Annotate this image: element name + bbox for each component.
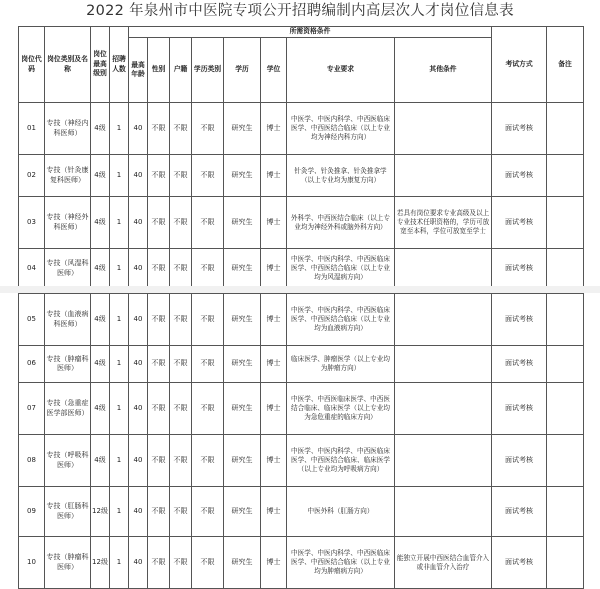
header-other: 其他条件	[395, 38, 492, 103]
row-code: 01	[19, 103, 45, 155]
row-count: 1	[110, 435, 129, 487]
row-edu: 研究生	[224, 383, 261, 435]
row-gender: 不限	[148, 487, 170, 537]
row-level: 12级	[91, 487, 110, 537]
header-major: 专业要求	[287, 38, 395, 103]
header-note: 备注	[547, 27, 584, 103]
row-level: 4级	[91, 435, 110, 487]
row-level: 4级	[91, 197, 110, 249]
row-code: 02	[19, 155, 45, 197]
row-age: 40	[129, 435, 148, 487]
row-code: 08	[19, 435, 45, 487]
row-degree: 博士	[261, 346, 287, 383]
row-count: 1	[110, 487, 129, 537]
row-edu: 研究生	[224, 103, 261, 155]
row-other	[395, 383, 492, 435]
row-edu: 研究生	[224, 197, 261, 249]
row-category: 专技（风湿科医师）	[45, 249, 91, 289]
row-edu-type: 不限	[192, 537, 224, 589]
header-category: 岗位类别及名称	[45, 27, 91, 103]
row-code: 07	[19, 383, 45, 435]
row-count: 1	[110, 249, 129, 289]
row-gender: 不限	[148, 537, 170, 589]
row-age: 40	[129, 383, 148, 435]
table-row	[19, 537, 584, 589]
table-row	[19, 487, 584, 537]
row-major: 中医学、中医内科学、中西医临床医学、中西医结合临床（以上专业均为风湿病方向）	[287, 249, 395, 289]
row-edu-type: 不限	[192, 249, 224, 289]
row-count: 1	[110, 155, 129, 197]
row-age: 40	[129, 197, 148, 249]
row-note	[547, 383, 584, 435]
row-edu: 研究生	[224, 249, 261, 289]
row-major: 中医学、中医内科学、中西医临床医学、中西医结合临床（以上专业均为血液病方向）	[287, 294, 395, 346]
table-row	[19, 249, 584, 289]
row-note	[547, 103, 584, 155]
row-edu: 研究生	[224, 346, 261, 383]
row-hukou: 不限	[170, 197, 192, 249]
row-gender: 不限	[148, 383, 170, 435]
header-gender: 性别	[148, 38, 170, 103]
positions-table-bottom	[18, 293, 584, 589]
row-gender: 不限	[148, 435, 170, 487]
header-edu-type: 学历类别	[192, 38, 224, 103]
page-break	[0, 286, 600, 293]
row-other	[395, 294, 492, 346]
row-exam: 面试考核	[492, 249, 547, 289]
header-age: 最高年龄	[129, 38, 148, 103]
row-degree: 博士	[261, 435, 287, 487]
row-degree: 博士	[261, 537, 287, 589]
row-gender: 不限	[148, 103, 170, 155]
row-hukou: 不限	[170, 435, 192, 487]
row-exam: 面试考核	[492, 155, 547, 197]
header-code: 岗位代码	[19, 27, 45, 103]
row-gender: 不限	[148, 346, 170, 383]
row-other: 若具有岗位要求专业高级及以上专业技术任职资格的，学历可放宽至本科，学位可放宽至学士	[395, 197, 492, 249]
header-edu: 学历	[224, 38, 261, 103]
row-hukou: 不限	[170, 487, 192, 537]
row-edu-type: 不限	[192, 155, 224, 197]
row-age: 40	[129, 249, 148, 289]
table-row	[19, 383, 584, 435]
header-degree: 学位	[261, 38, 287, 103]
row-level: 12级	[91, 537, 110, 589]
row-category: 专技（肛肠科医师）	[45, 487, 91, 537]
row-exam: 面试考核	[492, 103, 547, 155]
row-count: 1	[110, 197, 129, 249]
row-exam: 面试考核	[492, 383, 547, 435]
row-code: 03	[19, 197, 45, 249]
row-edu-type: 不限	[192, 435, 224, 487]
row-level: 4级	[91, 346, 110, 383]
row-hukou: 不限	[170, 249, 192, 289]
header-hukou: 户籍	[170, 38, 192, 103]
row-code: 04	[19, 249, 45, 289]
row-count: 1	[110, 294, 129, 346]
header-count: 招聘人数	[110, 27, 129, 103]
row-gender: 不限	[148, 294, 170, 346]
row-note	[547, 487, 584, 537]
row-degree: 博士	[261, 103, 287, 155]
row-level: 4级	[91, 249, 110, 289]
header-requirements: 所需资格条件	[129, 27, 492, 38]
row-category: 专技（血液病科医师）	[45, 294, 91, 346]
row-major: 中医学、中西医临床医学、中西医结合临床、临床医学（以上专业均为急危重症的临床方向）	[287, 383, 395, 435]
row-code: 09	[19, 487, 45, 537]
row-other	[395, 435, 492, 487]
row-count: 1	[110, 537, 129, 589]
table-row	[19, 346, 584, 383]
row-major: 中医学、中医内科学、中西医临床医学、中西医结合临床（以上专业均为肿瘤病方向）	[287, 537, 395, 589]
row-gender: 不限	[148, 155, 170, 197]
row-gender: 不限	[148, 197, 170, 249]
row-other	[395, 103, 492, 155]
row-edu-type: 不限	[192, 487, 224, 537]
table-row	[19, 197, 584, 249]
row-count: 1	[110, 103, 129, 155]
positions-table-top	[18, 26, 584, 289]
header-level: 岗位最高级别	[91, 27, 110, 103]
row-age: 40	[129, 537, 148, 589]
row-other	[395, 346, 492, 383]
row-edu: 研究生	[224, 537, 261, 589]
row-degree: 博士	[261, 249, 287, 289]
row-exam: 面试考核	[492, 294, 547, 346]
row-category: 专技（神经内科医师）	[45, 103, 91, 155]
row-note	[547, 346, 584, 383]
row-edu-type: 不限	[192, 346, 224, 383]
table-row	[19, 294, 584, 346]
row-level: 4级	[91, 383, 110, 435]
row-age: 40	[129, 346, 148, 383]
row-edu-type: 不限	[192, 197, 224, 249]
row-code: 05	[19, 294, 45, 346]
row-code: 06	[19, 346, 45, 383]
row-gender: 不限	[148, 249, 170, 289]
row-exam: 面试考核	[492, 197, 547, 249]
row-hukou: 不限	[170, 346, 192, 383]
row-degree: 博士	[261, 155, 287, 197]
row-other	[395, 249, 492, 289]
row-age: 40	[129, 487, 148, 537]
row-note	[547, 294, 584, 346]
row-degree: 博士	[261, 294, 287, 346]
row-level: 4级	[91, 294, 110, 346]
row-hukou: 不限	[170, 103, 192, 155]
row-count: 1	[110, 346, 129, 383]
row-category: 专技（神经外科医师）	[45, 197, 91, 249]
row-hukou: 不限	[170, 383, 192, 435]
row-other: 能独立开展中西医结合血管介入或非血管介入治疗	[395, 537, 492, 589]
row-degree: 博士	[261, 383, 287, 435]
row-code: 10	[19, 537, 45, 589]
row-hukou: 不限	[170, 537, 192, 589]
row-edu: 研究生	[224, 155, 261, 197]
row-degree: 博士	[261, 487, 287, 537]
row-category: 专技（呼吸科医师）	[45, 435, 91, 487]
row-degree: 博士	[261, 197, 287, 249]
table-row	[19, 155, 584, 197]
header-exam: 考试方式	[492, 27, 547, 103]
row-hukou: 不限	[170, 155, 192, 197]
row-exam: 面试考核	[492, 435, 547, 487]
row-note	[547, 155, 584, 197]
row-note	[547, 249, 584, 289]
row-major: 中医学、中医内科学、中西医临床医学、中西医结合临床、临床医学（以上专业均为呼吸病方向）	[287, 435, 395, 487]
row-edu-type: 不限	[192, 383, 224, 435]
row-major: 临床医学、肿瘤医学（以上专业均为肿瘤方向）	[287, 346, 395, 383]
row-category: 专技（急重症医学部医师）	[45, 383, 91, 435]
page-title: 2022 年泉州市中医院专项公开招聘编制内高层次人才岗位信息表	[86, 3, 514, 19]
row-level: 4级	[91, 103, 110, 155]
row-edu: 研究生	[224, 294, 261, 346]
row-age: 40	[129, 155, 148, 197]
row-major: 中医外科（肛肠方向）	[287, 487, 395, 537]
table-row	[19, 435, 584, 487]
row-other	[395, 487, 492, 537]
row-category: 专技（肿瘤科医师）	[45, 346, 91, 383]
row-note	[547, 537, 584, 589]
row-edu: 研究生	[224, 487, 261, 537]
row-major: 针灸学、针灸推拿、针灸推拿学（以上专业均为康复方向）	[287, 155, 395, 197]
row-age: 40	[129, 103, 148, 155]
row-exam: 面试考核	[492, 537, 547, 589]
row-other	[395, 155, 492, 197]
row-edu-type: 不限	[192, 294, 224, 346]
row-edu: 研究生	[224, 435, 261, 487]
row-category: 专技（肿瘤科医师）	[45, 537, 91, 589]
row-edu-type: 不限	[192, 103, 224, 155]
row-category: 专技（针灸康复科医师）	[45, 155, 91, 197]
row-exam: 面试考核	[492, 487, 547, 537]
row-exam: 面试考核	[492, 346, 547, 383]
row-major: 中医学、中医内科学、中西医临床医学、中西医结合临床（以上专业均为神经内科方向）	[287, 103, 395, 155]
row-major: 外科学、中西医结合临床（以上专业均为神经外科或脑外科方向）	[287, 197, 395, 249]
row-level: 4级	[91, 155, 110, 197]
row-note	[547, 197, 584, 249]
row-count: 1	[110, 383, 129, 435]
row-note	[547, 435, 584, 487]
table-row	[19, 103, 584, 155]
row-age: 40	[129, 294, 148, 346]
row-hukou: 不限	[170, 294, 192, 346]
